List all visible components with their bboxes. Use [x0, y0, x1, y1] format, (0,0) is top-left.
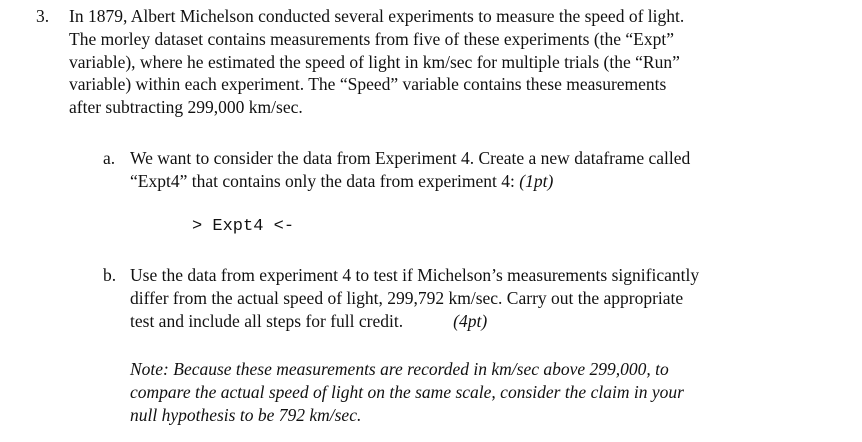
question-text: [69, 5, 849, 119]
part-a-line: [130, 170, 850, 193]
question-line: variable) within each experiment. The “Speed” variable contains these measurements: [69, 74, 667, 95]
part-b-note: [130, 358, 850, 426]
part-b-line: Use the data from experiment 4 to test if Michelson’s measurements significantly: [130, 265, 700, 285]
part-a-line: We want to consider the data from Experiment 4. Create a new dataframe called: [130, 148, 691, 168]
part-a-line-text: “Expt4” that contains only the data from experiment 4:: [130, 170, 520, 191]
part-a-letter: a.: [103, 148, 116, 168]
question-number: 3.: [36, 6, 50, 26]
question-line: In 1879, Albert Michelson conducted several experiments to measure the speed of light.: [69, 6, 685, 26]
part-b-line: [130, 310, 850, 333]
part-b-text: [130, 264, 850, 332]
note-line: null hypothesis to be 792 km/sec.: [130, 404, 362, 425]
part-b-line-text: test and include all steps for full credit.: [130, 310, 404, 331]
question-line: The morley dataset contains measurements from five of these experiments (the “Expt”: [69, 28, 674, 49]
question-line: variable), where he estimated the speed of light in km/sec for multiple trials (the “Run”: [69, 51, 680, 72]
part-b-line: differ from the actual speed of light, 299,792 km/sec. Carry out the appropriate: [130, 287, 684, 308]
part-b-letter: b.: [103, 265, 117, 285]
note-line: Note: Because these measurements are recorded in km/sec above 299,000, to: [130, 359, 669, 379]
part-b-points: (4pt): [453, 310, 488, 331]
part-a-points: (1pt): [519, 170, 554, 191]
question-line: after subtracting 299,000 km/sec.: [69, 97, 303, 118]
note-line: compare the actual speed of light on the same scale, consider the claim in your: [130, 381, 684, 402]
part-a-text: [130, 147, 850, 193]
code-snippet: > Expt4 <-: [192, 217, 295, 236]
